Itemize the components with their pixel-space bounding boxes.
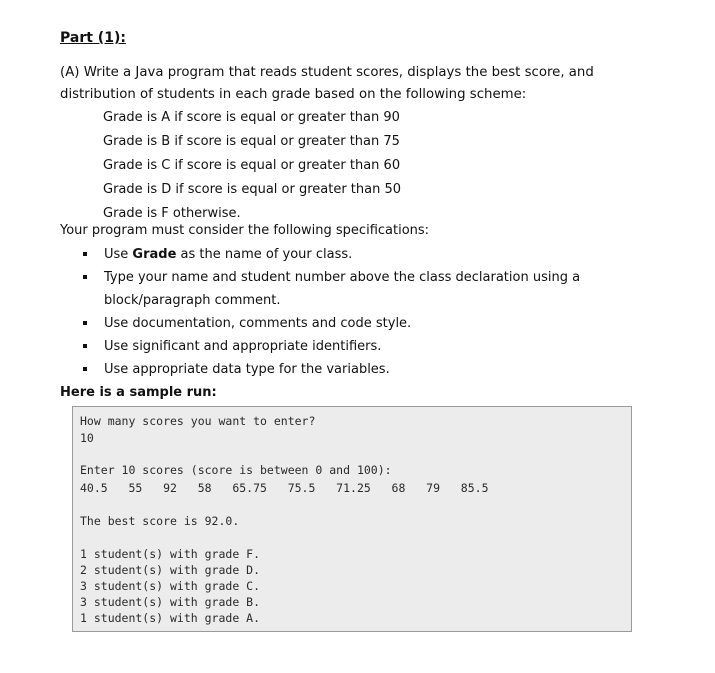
task-description: (A) Write a Java program that reads student scores, displays the best score, and distribution of students in each grade based on the following scheme: <box>60 65 594 102</box>
part-heading: Part (1): <box>60 30 126 46</box>
specifications-list <box>60 243 620 381</box>
bullet-icon <box>83 252 87 256</box>
spec-text: Use <box>104 247 133 262</box>
bullet-icon <box>83 344 87 348</box>
console-line: 10 <box>80 431 94 445</box>
console-output <box>72 406 632 632</box>
spec-item <box>60 266 620 312</box>
bullet-icon <box>83 275 87 279</box>
grade-scheme-item: Grade is B if score is equal or greater than 75 <box>103 134 400 149</box>
spec-text: Type your name and student number above the class declaration using a block/paragraph comment. <box>104 270 581 308</box>
grade-scheme-list <box>103 106 401 226</box>
spec-text: Use documentation, comments and code style. <box>104 316 412 331</box>
console-line: 1 student(s) with grade F. <box>80 547 261 561</box>
spec-text: Use appropriate data type for the variables. <box>104 362 390 377</box>
spec-item <box>60 335 620 358</box>
console-line: The best score is 92.0. <box>80 514 240 528</box>
grade-scheme-item: Grade is F otherwise. <box>103 206 241 221</box>
spec-item <box>60 312 620 335</box>
console-line: 3 student(s) with grade B. <box>80 595 261 609</box>
spec-text: as the name of your class. <box>176 247 353 262</box>
sample-run-label: Here is a sample run: <box>60 385 217 400</box>
specifications-title: Your program must consider the following specifications: <box>60 223 430 238</box>
spec-class-name: Grade <box>132 247 177 262</box>
console-line: How many scores you want to enter? <box>80 414 316 428</box>
grade-scheme-item: Grade is A if score is equal or greater than 90 <box>103 110 400 125</box>
grade-scheme-item: Grade is C if score is equal or greater than 60 <box>103 158 401 173</box>
console-line: 3 student(s) with grade C. <box>80 579 261 593</box>
console-line: 1 student(s) with grade A. <box>80 611 261 625</box>
spec-item <box>60 358 620 381</box>
spec-text: Use significant and appropriate identifiers. <box>104 339 382 354</box>
console-line: 40.5 55 92 58 65.75 75.5 71.25 68 79 85.5 <box>80 481 489 495</box>
bullet-icon <box>83 367 87 371</box>
console-line: Enter 10 scores (score is between 0 and 100): <box>80 463 392 477</box>
grade-scheme-item: Grade is D if score is equal or greater than 50 <box>103 182 402 197</box>
spec-item <box>60 243 620 266</box>
console-line: 2 student(s) with grade D. <box>80 563 261 577</box>
bullet-icon <box>83 321 87 325</box>
